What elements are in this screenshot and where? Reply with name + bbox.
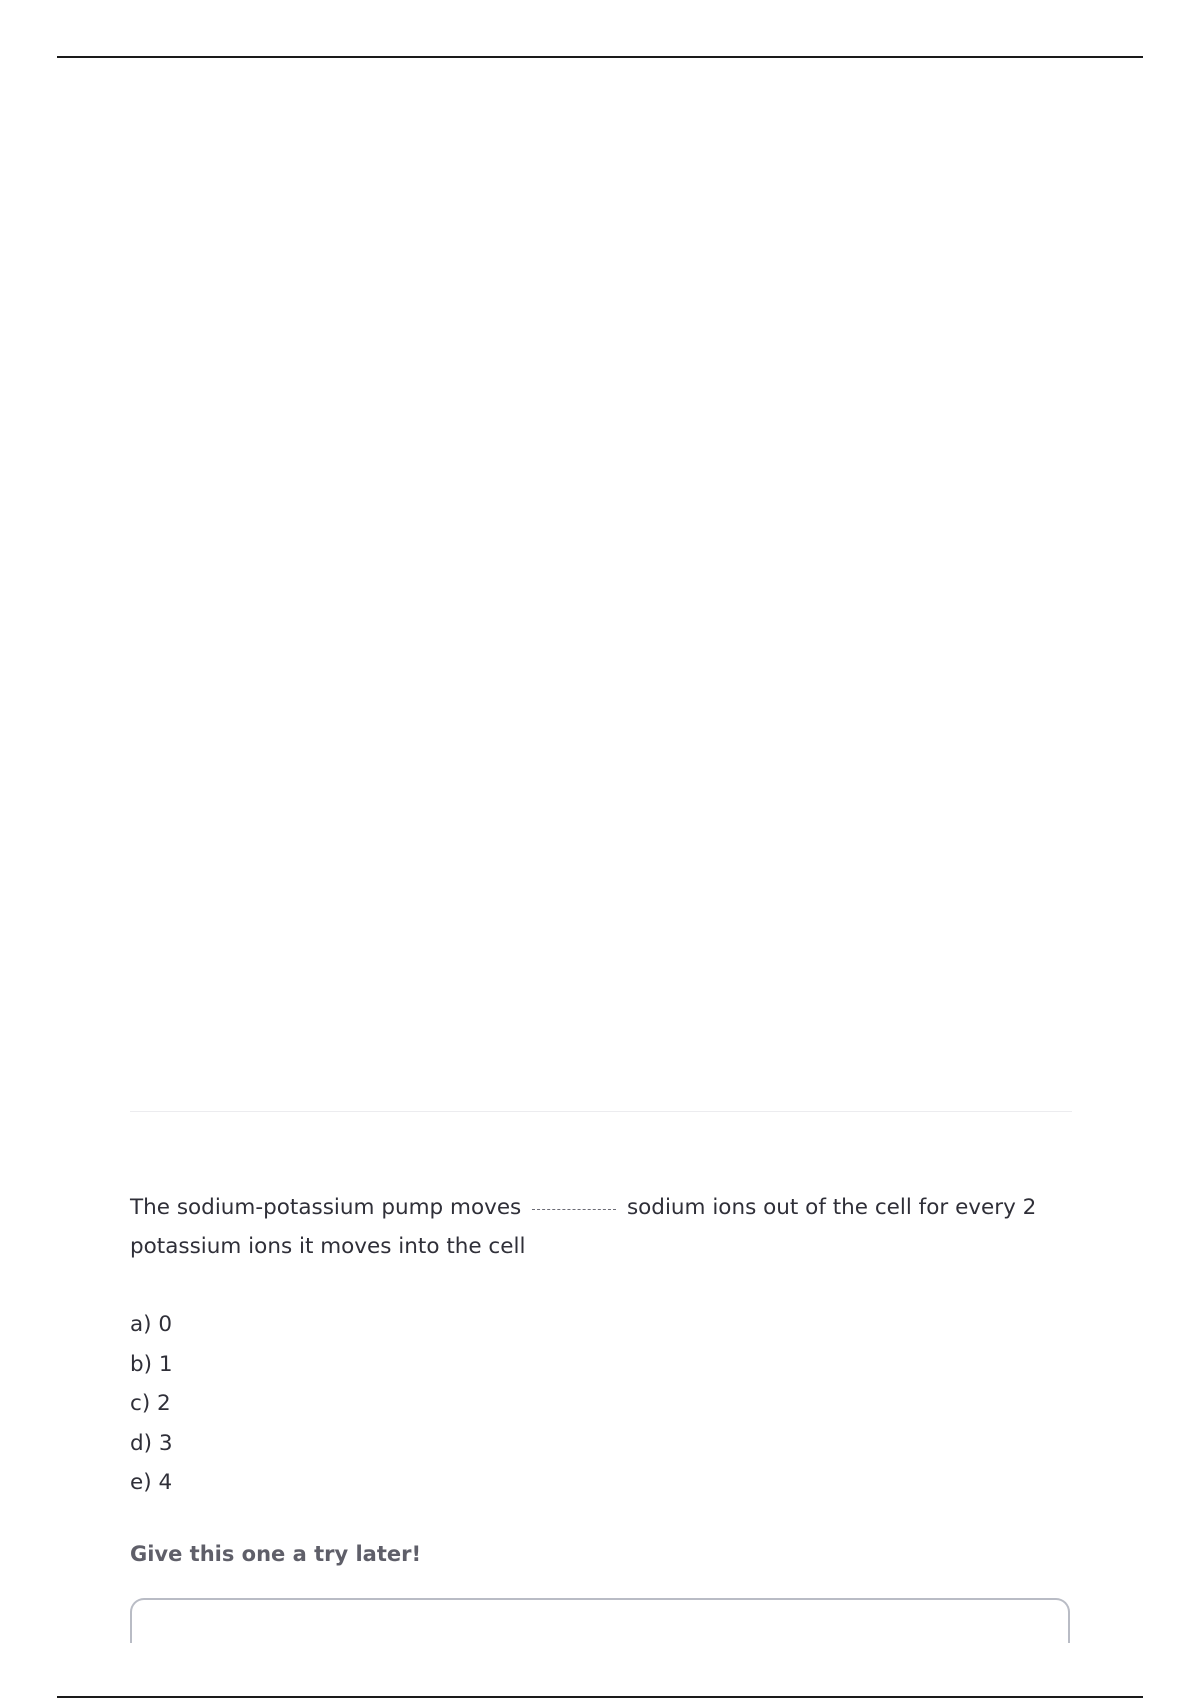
page-cutoff: [100, 1643, 1100, 1663]
option-b[interactable]: b) 1: [130, 1351, 173, 1377]
question-text-after: sodium ions out of the cell for every 2 potassium ions it moves into the cell: [130, 1195, 1037, 1259]
bottom-rule: [57, 1696, 1143, 1698]
option-c[interactable]: c) 2: [130, 1391, 171, 1416]
try-later-text: Give this one a try later!: [130, 1542, 422, 1566]
section-divider: [130, 1111, 1072, 1112]
top-rule: [57, 56, 1143, 58]
question-text-before: The sodium-potassium pump moves: [130, 1195, 522, 1220]
question-text: [130, 1188, 1060, 1266]
option-d[interactable]: d) 3: [130, 1430, 173, 1456]
option-a[interactable]: a) 0: [130, 1312, 173, 1337]
answer-options-list: [130, 1305, 173, 1503]
option-e[interactable]: e) 4: [130, 1470, 173, 1495]
fill-in-blank: [532, 1209, 616, 1210]
